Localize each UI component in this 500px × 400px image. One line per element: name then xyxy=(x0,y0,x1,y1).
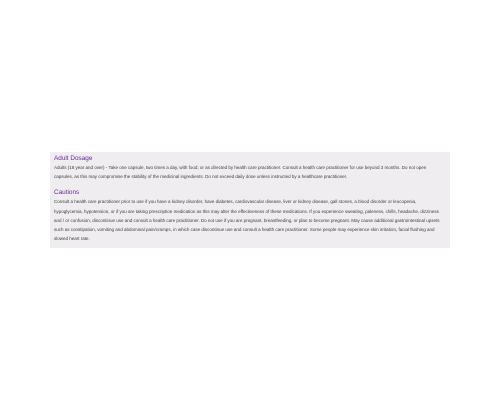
cautions-heading: Cautions xyxy=(54,189,80,197)
adult-dosage-section xyxy=(54,154,446,181)
adult-dosage-text: Adults (18 year and over) - Take one capsule, two times a day, with food; or as directed by health care practitioner. Consult a health care practitioner for use beyond 3 months. Do not open capsules, as this may compromise the stability of the medicinal ingredients. Do not exceed daily dose unless instructed by a healthcare practitioner. xyxy=(54,165,427,180)
product-info-panel xyxy=(50,152,450,248)
cautions-section xyxy=(54,188,446,243)
cautions-text: Consult a health care practitioner prior to use if you have a kidney disorder, have diabetes, cardiovascular disease, liver or kidney disease, gall stones, a blood disorder or leucopenia, hypoglycemia, hypotension, or if you are taking prescription medication as this may alter the effectiveness of these medications. If you experience sweating, paleness, chills, headache, dizziness and / or confusion, discontinue use and consult a health care practitioner. Do not use if you are pregnant, breastfeeding, or plan to become pregnant. May cause additional gastrointestinal upsets such as constipation, vomiting and abdominal pain/cramps, in which case discontinue use and consult a health care practitioner. Some people may experience skin irritation, facial flushing and slowed heart rate. xyxy=(54,199,440,242)
adult-dosage-heading: Adult Dosage xyxy=(54,155,93,162)
